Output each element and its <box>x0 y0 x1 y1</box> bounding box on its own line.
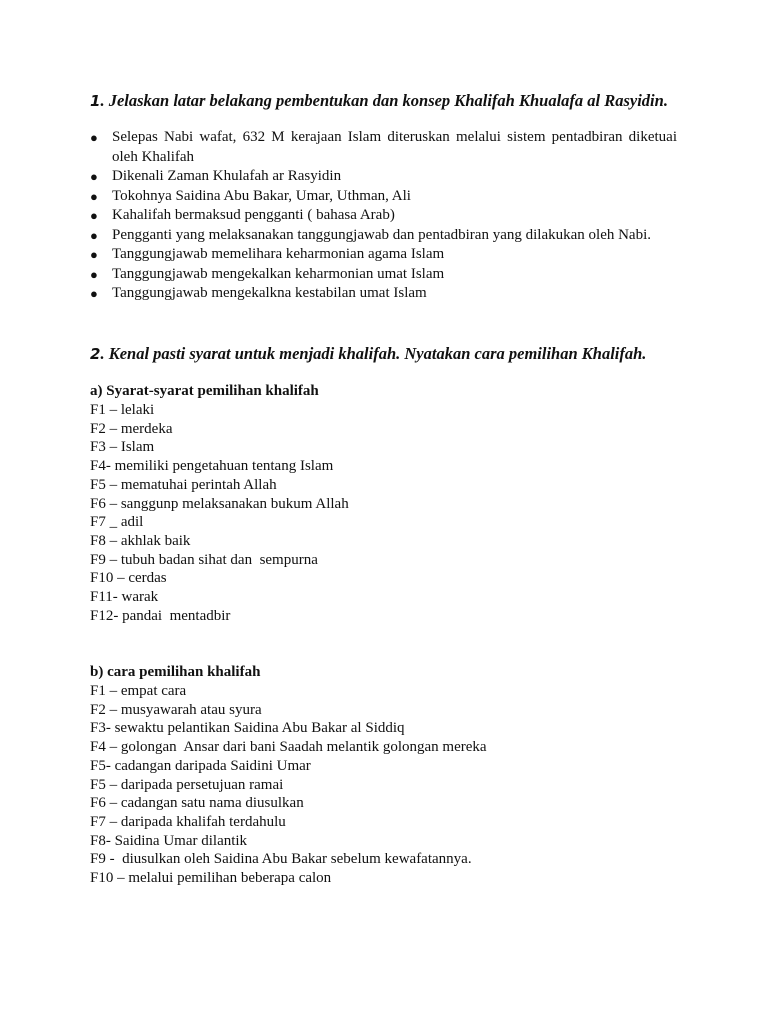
bullet-icon: ● <box>90 208 98 223</box>
question-1-number: 1 <box>90 92 101 110</box>
list-item: F9 - diusulkan oleh Saidina Abu Bakar sebelum kewafatannya. <box>90 851 472 868</box>
list-item: F3 – Islam <box>90 439 155 456</box>
question-2-number: 2 <box>90 345 101 363</box>
bullet-text: Tanggungjawab mengekalkan keharmonian umat Islam <box>112 265 445 282</box>
list-item: F5- cadangan daripada Saidini Umar <box>90 757 311 774</box>
list-item: F5 – mematuhai perintah Allah <box>90 476 277 493</box>
question-2-title: . Kenal pasti syarat untuk menjadi khalifah. Nyatakan cara pemilihan Khalifah. <box>100 344 647 363</box>
list-item: F1 – empat cara <box>90 683 187 699</box>
bullet-text: Kahalifah bermaksud pengganti ( bahasa Arab) <box>112 207 395 223</box>
bullet-icon: ● <box>90 266 98 282</box>
bullet-icon: ● <box>90 169 98 184</box>
section-a-heading: a) Syarat-syarat pemilihan khalifah <box>90 383 319 399</box>
bullet-icon: ● <box>90 188 98 204</box>
bullet-text: Tokohnya Saidina Abu Bakar, Umar, Uthman, Ali <box>112 187 411 204</box>
section-b-list <box>90 682 487 888</box>
bullet-item <box>90 206 677 226</box>
bullet-text: Selepas Nabi wafat, 632 M kerajaan Islam diteruskan melalui sistem pentadbiran diketuai oleh Khalifah <box>112 129 677 165</box>
bullet-item <box>90 245 677 265</box>
bullet-item <box>90 284 677 304</box>
list-item: F8 – akhlak baik <box>90 532 191 549</box>
list-item: F6 – sanggunp melaksanakan bukum Allah <box>90 495 349 512</box>
question-1-bullet-list <box>90 128 677 304</box>
section-a-list <box>90 401 349 625</box>
bullet-text: Dikenali Zaman Khulafah ar Rasyidin <box>112 168 342 184</box>
list-item: F7 – daripada khalifah terdahulu <box>90 813 286 830</box>
list-item: F5 – daripada persetujuan ramai <box>90 776 284 793</box>
bullet-text: Tanggungjawab memelihara keharmonian agama Islam <box>112 246 445 262</box>
bullet-item <box>90 167 677 187</box>
list-item: F10 – cerdas <box>90 570 167 587</box>
list-item: F6 – cadangan satu nama diusulkan <box>90 795 304 812</box>
bullet-icon: ● <box>90 247 98 262</box>
list-item: F9 – tubuh badan sihat dan sempurna <box>90 551 318 568</box>
list-item: F2 – musyawarah atau syura <box>90 701 262 718</box>
bullet-item <box>90 128 677 167</box>
list-item: F3- sewaktu pelantikan Saidina Abu Bakar al Siddiq <box>90 720 405 737</box>
bullet-icon: ● <box>90 130 98 145</box>
bullet-text: Tanggungjawab mengekalkna kestabilan umat Islam <box>112 285 427 301</box>
bullet-item <box>90 187 677 207</box>
bullet-item <box>90 265 677 285</box>
list-item: F11- warak <box>90 589 159 606</box>
list-item: F10 – melalui pemilihan beberapa calon <box>90 870 332 887</box>
section-b-heading: b) cara pemilihan khalifah <box>90 664 261 680</box>
question-2-heading <box>90 344 646 364</box>
bullet-item <box>90 226 677 246</box>
list-item: F4 – golongan Ansar dari bani Saadah melantik golongan mereka <box>90 739 487 756</box>
question-1-title: . Jelaskan latar belakang pembentukan dan konsep Khalifah Khualafa al Rasyidin. <box>100 91 668 110</box>
list-item: F12- pandai mentadbir <box>90 607 231 624</box>
list-item: F2 – merdeka <box>90 420 173 437</box>
bullet-icon: ● <box>90 286 98 301</box>
list-item: F7 _ adil <box>90 514 144 531</box>
list-item: F1 – lelaki <box>90 402 155 418</box>
question-1-heading <box>90 91 668 111</box>
bullet-icon: ● <box>90 227 98 243</box>
list-item: F4- memiliki pengetahuan tentang Islam <box>90 458 334 475</box>
bullet-text: Pengganti yang melaksanakan tanggungjawab dan pentadbiran yang dilakukan oleh Nabi. <box>112 226 652 243</box>
list-item: F8- Saidina Umar dilantik <box>90 832 248 849</box>
